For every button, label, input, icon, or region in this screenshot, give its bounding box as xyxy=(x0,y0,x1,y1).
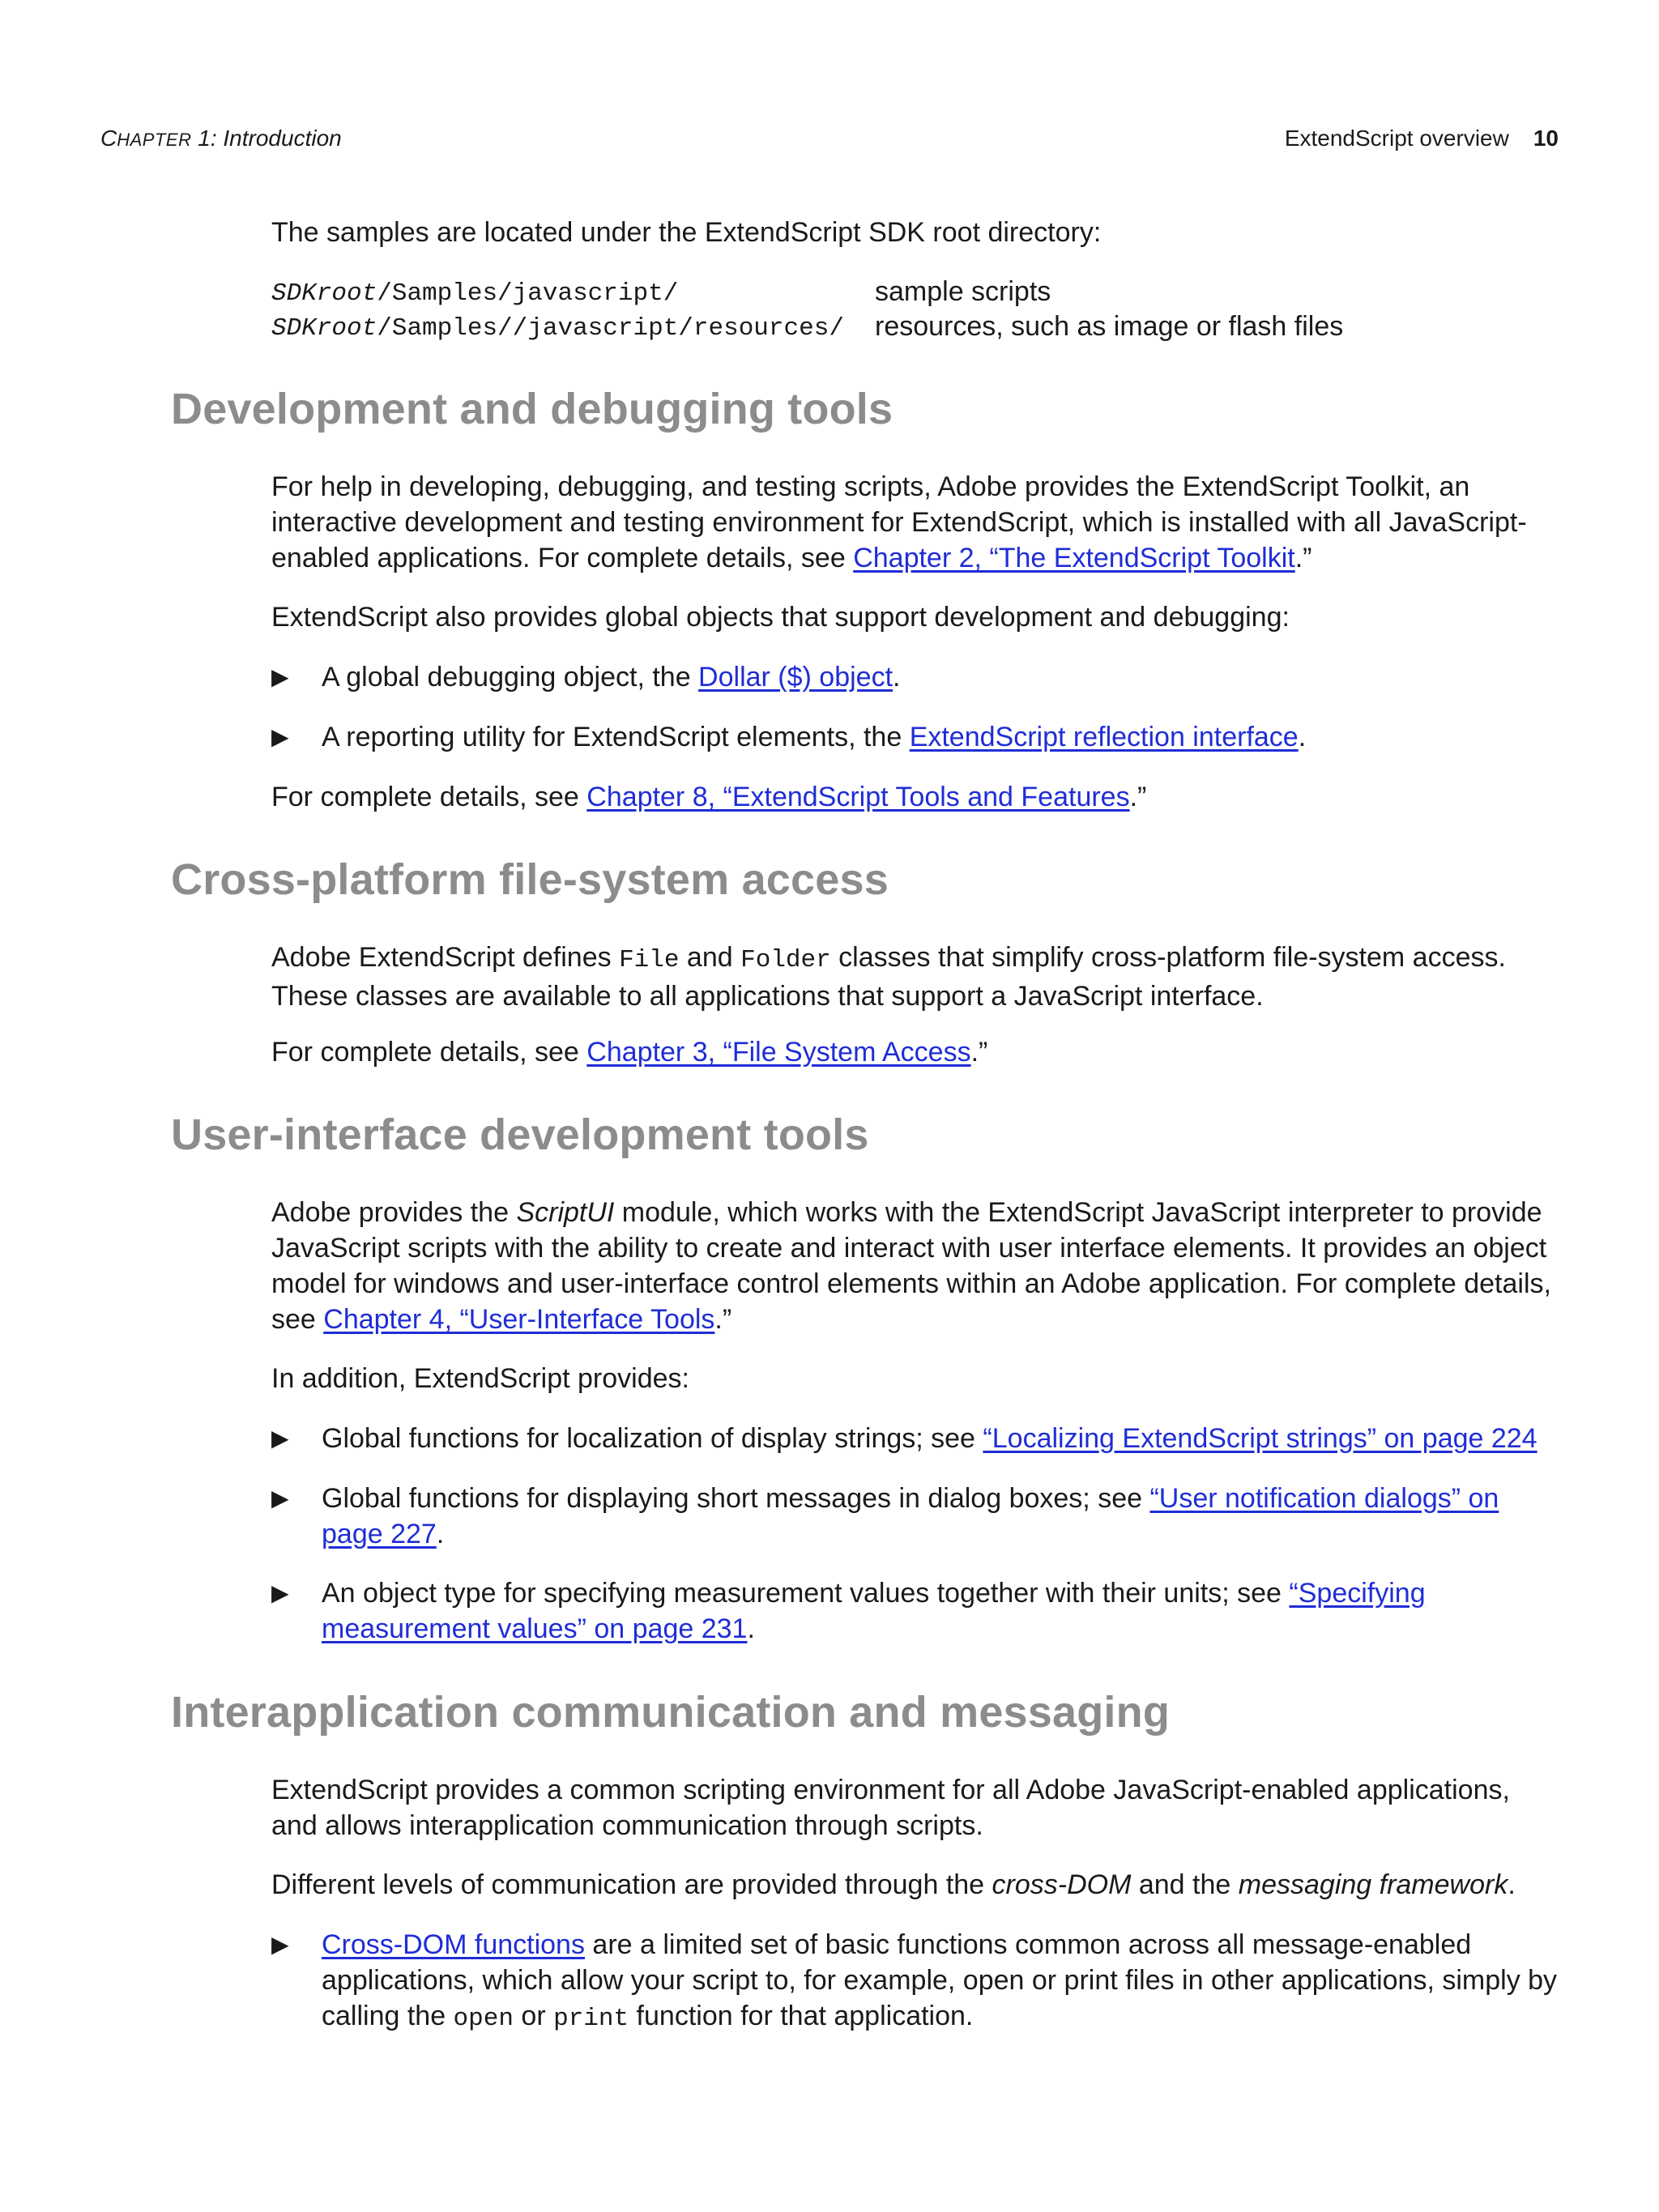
heading-dev-tools: Development and debugging tools xyxy=(171,385,893,433)
sample-dir-path: SDKroot/Samples/javascript/ xyxy=(271,279,679,308)
chapter-small-caps: HAPTER xyxy=(117,130,192,150)
code-open: open xyxy=(453,2005,514,2033)
page-header xyxy=(100,126,1559,158)
bullet-arrow-icon: ▶ xyxy=(271,1932,289,1957)
link-user-notification[interactable]: “User notification dialogs” on page 227 xyxy=(322,1483,1499,1549)
page-number: 10 xyxy=(1533,126,1559,151)
scriptui-term: ScriptUI xyxy=(516,1197,615,1228)
ui-paragraph-1: Adobe provides the ScriptUI module, which works with the ExtendScript JavaScript interpreter to provide JavaScript scripts with the ability to create and interact with user interface elements. It provides an object model for windows and user-interface control elements within an Adobe application. For complete details, see Chapter 4, “User-Interface Tools.” xyxy=(271,1197,1551,1335)
cross-dom-term: cross-DOM xyxy=(992,1869,1132,1900)
messaging-framework-term: messaging framework xyxy=(1238,1869,1508,1900)
link-localizing-strings[interactable]: “Localizing ExtendScript strings” on page 224 xyxy=(983,1423,1537,1454)
code-folder: Folder xyxy=(740,946,831,974)
link-measurement-values[interactable]: “Specifying measurement values” on page 231 xyxy=(322,1578,1426,1644)
link-chapter-2[interactable]: Chapter 2, “The ExtendScript Toolkit xyxy=(853,543,1295,573)
ui-paragraph-2: In addition, ExtendScript provides: xyxy=(271,1363,689,1394)
bullet-arrow-icon: ▶ xyxy=(271,1580,289,1605)
bullet-arrow-icon: ▶ xyxy=(271,1426,289,1451)
fs-paragraph-1: Adobe ExtendScript defines File and Folder classes that simplify cross-platform file-system access. These classes are available to all applications that support a JavaScript interface. xyxy=(271,942,1506,1012)
link-reflection-interface[interactable]: ExtendScript reflection interface xyxy=(909,722,1299,752)
link-chapter-4[interactable]: Chapter 4, “User-Interface Tools xyxy=(323,1304,715,1335)
dev-paragraph-1: For help in developing, debugging, and testing scripts, Adobe provides the ExtendScript Toolkit, an interactive development and testing environment for ExtendScript, which is installed with all JavaScript-enabled applications. For complete details, see Chapter 2, “The ExtendScript Toolkit.” xyxy=(271,471,1527,573)
chapter-label: CHAPTER 1: Introduction xyxy=(100,126,342,151)
ipc-paragraph-1: ExtendScript provides a common scripting environment for all Adobe JavaScript-enabled applications, and allows interapplication communication through scripts. xyxy=(271,1775,1510,1841)
resources-dir-desc: resources, such as image or flash files xyxy=(875,311,1344,342)
intro-paragraph: The samples are located under the ExtendScript SDK root directory: xyxy=(271,217,1102,248)
link-dollar-object[interactable]: Dollar ($) object xyxy=(698,662,893,693)
section-label xyxy=(1285,126,1559,151)
heading-ui-tools: User-interface development tools xyxy=(171,1110,869,1159)
link-chapter-8[interactable]: Chapter 8, “ExtendScript Tools and Features xyxy=(586,782,1130,812)
link-cross-dom-functions[interactable]: Cross-DOM functions xyxy=(322,1929,585,1960)
dev-paragraph-2: ExtendScript also provides global objects that support development and debugging: xyxy=(271,602,1290,633)
code-file: File xyxy=(619,946,680,974)
code-print: print xyxy=(553,2005,629,2033)
ipc-paragraph-2: Different levels of communication are provided through the cross-DOM and the messaging framework. xyxy=(271,1869,1516,1900)
heading-file-system: Cross-platform file-system access xyxy=(171,855,889,904)
link-chapter-3[interactable]: Chapter 3, “File System Access xyxy=(586,1037,971,1068)
dev-paragraph-3: For complete details, see Chapter 8, “ExtendScript Tools and Features.” xyxy=(271,782,1147,812)
bullet-arrow-icon: ▶ xyxy=(271,1485,289,1511)
section-title: ExtendScript overview xyxy=(1284,126,1509,151)
bullet-arrow-icon: ▶ xyxy=(271,664,289,689)
sample-dir-desc: sample scripts xyxy=(875,276,1051,307)
fs-paragraph-2: For complete details, see Chapter 3, “File System Access.” xyxy=(271,1037,988,1068)
resources-dir-path: SDKroot/Samples//javascript/resources/ xyxy=(271,314,844,343)
heading-interapp: Interapplication communication and messaging xyxy=(171,1688,1171,1737)
bullet-arrow-icon: ▶ xyxy=(271,724,289,749)
